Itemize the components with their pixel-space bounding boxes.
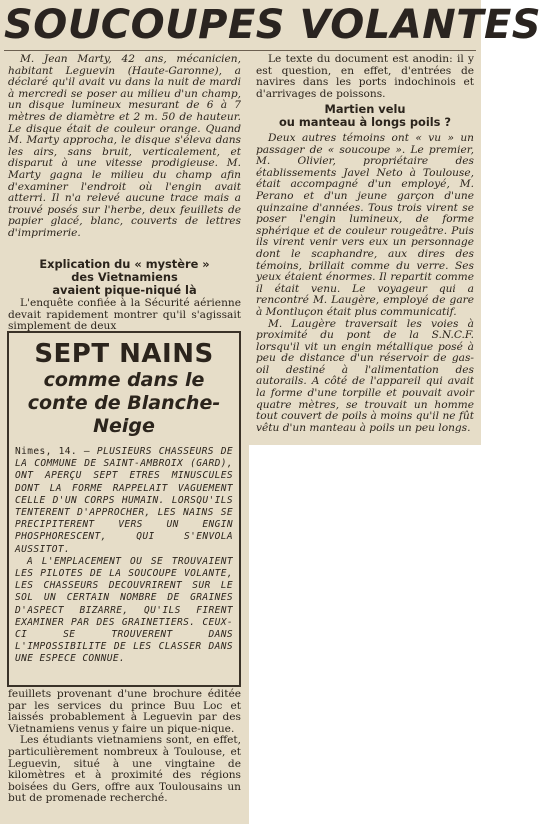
- right-column-bottom: [256, 133, 474, 434]
- article-paragraph: M. Laugère traversait les voies à proximité du pont de la S.N.C.F. lorsqu'il vit un engin métallique posé à peu de distance d'un réservoir de gas-oil destiné à l'alimentation des autorails. A côté de l'appareil qui avait la forme d'une torpille et pouvait avoir quatre mètres, se trouvait un homme tout couvert de poils à moins qu'il ne fût vêtu d'un manteau à poils un peu longs.: [256, 317, 474, 434]
- subhead-line: Explication du « mystère »: [39, 257, 210, 271]
- subhead-line: avaient pique-niqué là: [52, 283, 197, 297]
- article-paragraph: L'enquête confiée à la Sécurité aérienne devait rapidement montrer qu'il s'agissait simplement de deux: [8, 297, 241, 333]
- subhead-martien: [256, 103, 474, 129]
- box-paragraph-text: PLUSIEURS CHASSEURS DE LA COMMUNE DE SAINT-AMBROIX (GARD), ONT APERÇU SEPT ETRES MINUSCULES DONT LA FORME RAPPELAIT VAGUEMENT CELLE D'UN CORPS HUMAIN. LORSQU'ILS TENTERENT D'APPROCHER, LES NAINS SE PRECIPITERENT VERS UN ENGIN PHOSPHORESCENT, QUI S'ENVOLA AUSSITOT.: [15, 446, 233, 555]
- article-paragraph: feuillets provenant d'une brochure éditée par les services du prince Buu Loc et laissés probablement à Leguevin par des Vietnamiens venus y faire un pique-nique.: [8, 688, 241, 735]
- article-paragraph: Les étudiants vietnamiens sont, en effet, particulièrement nombreux à Toulouse, et Leguevin, situé à une vingtaine de kilomètres et à proximité des régions boisées du Gers, offre aux Toulousains un but de promenade recherché.: [8, 734, 241, 805]
- article-paragraph: M. Jean Marty, 42 ans, mécanicien, habitant Leguevin (Haute-Garonne), a déclaré qu'il avait vu dans la nuit de mardi à mercredi se poser au milieu d'un champ, un disque lumineux mesurant de 6 à 7 mètres de diamètre et 2 m. 50 de hauteur. Le disque était de couleur orange. Quand M. Marty approcha, le disque s'éleva dans les airs, sans bruit, verticalement, et disparut à une vitesse prodigieuse. M. Marty gagna le milieu du champ afin d'examiner l'endroit où l'engin avait atterri. Il n'a relevé aucune trace mais a trouvé posés sur l'herbe, deux feuillets de papier glacé, blanc, couverts de lettres d'imprimerie.: [8, 53, 241, 239]
- box-title: SEPT NAINS: [34, 339, 214, 369]
- subhead-explication: [8, 258, 241, 297]
- subhead-line: Martien velu: [324, 102, 406, 116]
- left-column-top: [8, 54, 241, 240]
- sept-nains-box: [7, 331, 241, 687]
- article-paragraph: Deux autres témoins ont « vu » un passager de « soucoupe ». Le premier, M. Olivier, propriétaire des établissements Javel Neto à Toulouse, était accompagné d'un employé, M. Perano et d'un jeune garçon d'une quinzaine d'années. Tous trois virent se poser l'engin lumineux, de forme sphérique et de couleur rougeâtre. Puis ils virent venir vers eux un personnage dont le scaphandre, aux dires des témoins, brillait comme du verre. Ses yeux étaient énormes. Il repartit comme il était venu. Le voyageur qui a rencontré M. Laugère, employé de gare à Montluçon était plus communicatif.: [256, 132, 474, 318]
- subhead-line: des Vietnamiens: [71, 270, 178, 284]
- box-subtitle: comme dans le conte de Blanche-Neige: [27, 369, 221, 437]
- box-paragraph: A L'EMPLACEMENT OU SE TROUVAIENT LES PILOTES DE LA SOUCOUPE VOLANTE, LES CHASSEURS DECOUVRIRENT SUR LE SOL UN CERTAIN NOMBRE DE GRAINES D'ASPECT BIZARRE, QU'ILS FIRENT EXAMINER PAR DES GRAINETIERS. CEUX-CI SE TROUVERENT DANS L'IMPOSSIBILITE DE LES CLASSER DANS UNE ESPECE CONNUE.: [15, 555, 233, 665]
- headline-rule: [4, 50, 476, 51]
- headline: SOUCOUPES VOLANTES: [4, 2, 541, 48]
- left-column-bottom: [8, 689, 241, 805]
- right-column-top: [256, 54, 474, 100]
- subhead-line: ou manteau à longs poils ?: [278, 115, 452, 129]
- box-dateline: Nimes, 14. —: [15, 446, 90, 457]
- article-paragraph: Le texte du document est anodin: il y est question, en effet, d'entrées de navires dans les ports indochinois et d'arrivages de poissons.: [256, 53, 474, 100]
- left-column-mid: [8, 298, 241, 333]
- box-paragraph: [15, 446, 233, 556]
